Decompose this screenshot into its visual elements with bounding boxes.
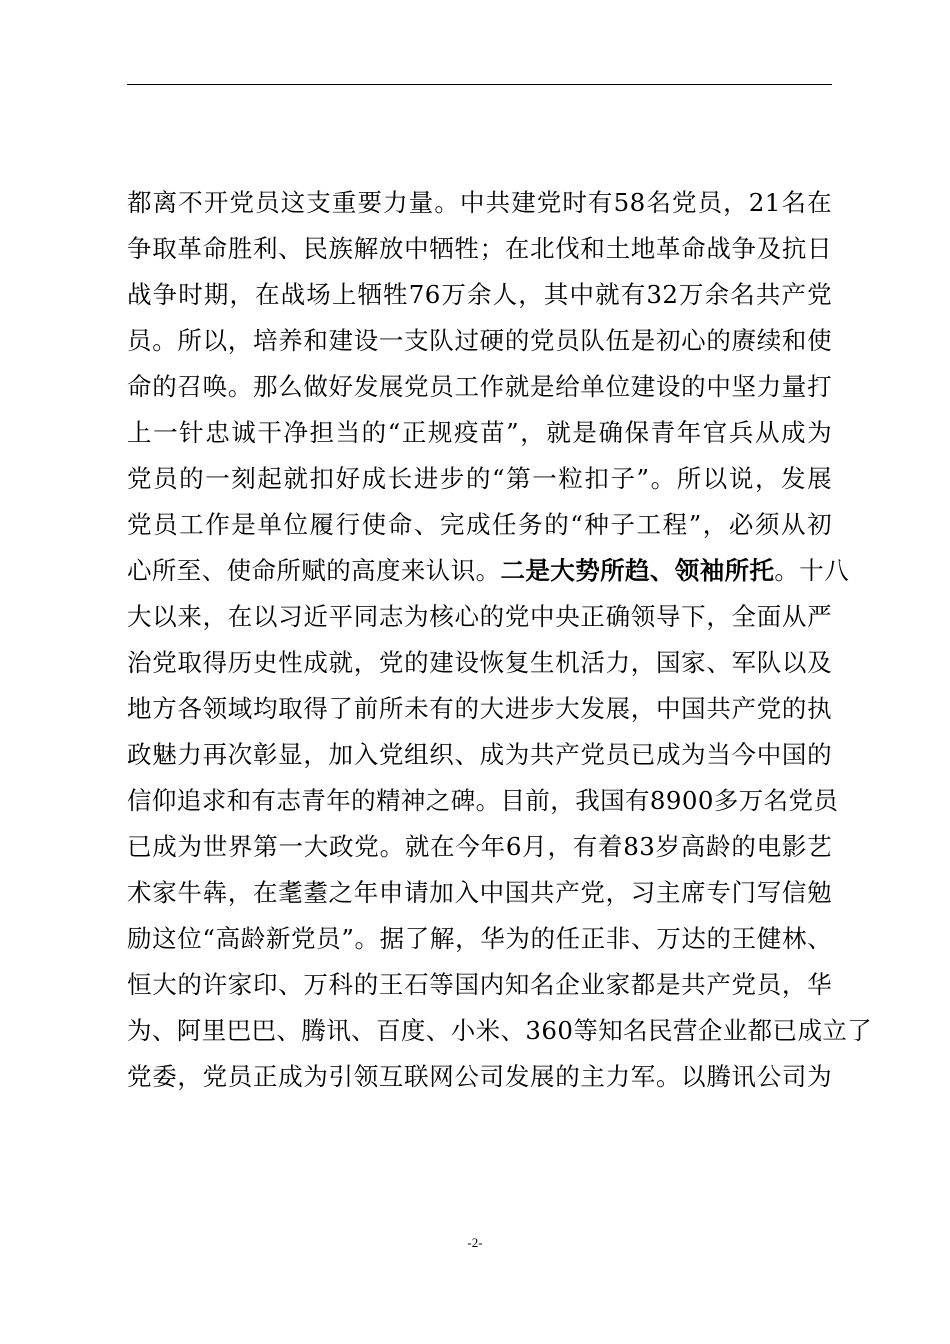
- body-paragraph: [127, 180, 873, 1100]
- text-line-6: 上一针忠诚干净担当的“正规疫苗”，就是确保青年官兵从成为: [127, 418, 832, 447]
- text-line-8: 党员工作是单位履行使命、完成任务的“种子工程”，必须从初: [127, 510, 832, 539]
- text-line-14: 信仰追求和有志青年的精神之碑。目前，我国有8900多万名党员: [127, 786, 839, 815]
- page-number: -2-: [467, 1235, 483, 1250]
- header-rule: [127, 84, 832, 85]
- text-line-13: 政魅力再次彰显，加入党组织、成为共产党员已成为当今中国的: [127, 740, 832, 769]
- text-line-18: 恒大的许家印、万科的王石等国内知名企业家都是共产党员，华: [127, 970, 832, 999]
- text-line-12: 地方各领域均取得了前所未有的大进步大发展，中国共产党的执: [127, 694, 832, 723]
- text-line-15: 已成为世界第一大政党。就在今年6月，有着83岁高龄的电影艺: [127, 832, 832, 861]
- text-line-9-end: 。十八: [774, 556, 850, 585]
- text-line-4: 员。所以，培养和建设一支队过硬的党员队伍是初心的赓续和使: [127, 326, 832, 355]
- text-line-19: 为、阿里巴巴、腾讯、百度、小米、360等知名民营企业都已成立了: [127, 1016, 873, 1045]
- text-line-17: 励这位“高龄新党员”。据了解，华为的任正非、万达的王健林、: [127, 924, 832, 953]
- text-line-20: 党委，党员正成为引领互联网公司发展的主力军。以腾讯公司为: [127, 1062, 832, 1091]
- text-line-9: [127, 548, 850, 594]
- text-line-1: 都离不开党员这支重要力量。中共建党时有58名党员，21名在: [127, 188, 832, 217]
- text-line-9-start: 心所至、使命所赋的高度来认识。: [127, 556, 501, 585]
- text-line-7: 党员的一刻起就扣好成长进步的“第一粒扣子”。所以说，发展: [127, 464, 832, 493]
- bold-heading-point-two: 二是大势所趋、领袖所托: [500, 556, 775, 585]
- text-line-3: 战争时期，在战场上牺牲76万余人，其中就有32万余名共产党: [127, 280, 832, 309]
- text-line-16: 术家牛犇，在耄耋之年申请加入中国共产党，习主席专门写信勉: [127, 878, 832, 907]
- text-line-11: 治党取得历史性成就，党的建设恢复生机活力，国家、军队以及: [127, 648, 832, 677]
- text-line-10: 大以来，在以习近平同志为核心的党中央正确领导下，全面从严: [127, 602, 832, 631]
- text-line-5: 命的召唤。那么做好发展党员工作就是给单位建设的中坚力量打: [127, 372, 832, 401]
- text-line-2: 争取革命胜利、民族解放中牺牲；在北伐和土地革命战争及抗日: [127, 234, 832, 263]
